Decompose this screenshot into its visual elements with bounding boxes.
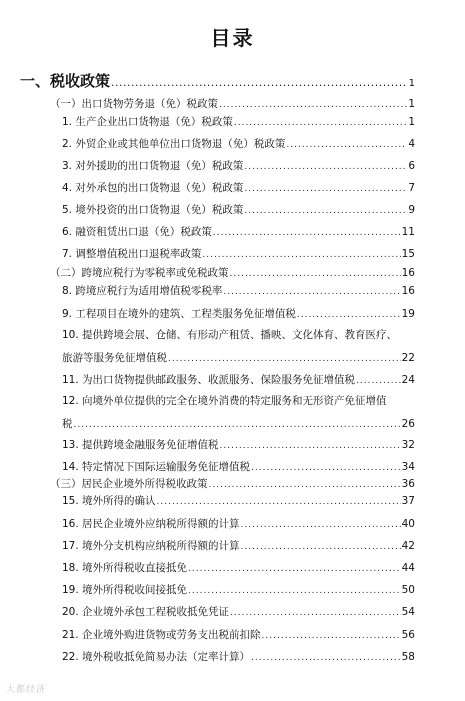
toc-entry-item-16[interactable]: [62, 516, 415, 531]
toc-entry-item-10[interactable]: [62, 350, 415, 365]
leader-dots: [209, 480, 401, 490]
toc-entry-item-8[interactable]: [62, 283, 415, 298]
toc-page-number: 4: [408, 138, 415, 150]
leader-dots: [111, 76, 408, 89]
toc-page-number: 22: [401, 352, 415, 364]
toc-page-number: 40: [401, 518, 415, 530]
toc-entry-item-6[interactable]: [62, 224, 415, 239]
toc-entry-item-22[interactable]: [62, 649, 415, 664]
toc-page-number: 16: [401, 285, 415, 297]
toc-page-number: 9: [408, 204, 415, 216]
toc-page-number: 1: [408, 98, 415, 110]
toc-entry-item-9[interactable]: [62, 306, 415, 321]
toc-entry-text: 5. 境外投资的出口货物退（免）税政策: [62, 204, 244, 216]
toc-entry-item-20[interactable]: [62, 604, 415, 619]
toc-entry-item-12-first-line[interactable]: 12. 向境外单位提供的完全在境外消费的特定服务和无形资产免征增值: [62, 395, 387, 407]
toc-entry-text: 9. 工程项目在境外的建筑、工程类服务免征增值税: [62, 308, 296, 320]
toc-entry-text: 19. 境外所得税收间接抵免: [62, 584, 188, 596]
toc-entry-text: 16. 居民企业境外应纳税所得额的计算: [62, 518, 240, 530]
toc-page-number: 11: [401, 226, 415, 238]
leader-dots: [241, 520, 401, 530]
toc-page-number: 24: [401, 374, 415, 386]
leader-dots: [74, 420, 401, 430]
toc-page-number: 54: [401, 606, 415, 618]
leader-dots: [241, 542, 401, 552]
toc-entry-item-4[interactable]: [62, 180, 415, 195]
toc-entry-item-15[interactable]: [62, 493, 415, 508]
toc-page-number: 1: [408, 116, 415, 128]
leader-dots: [213, 228, 401, 238]
leader-dots: [220, 441, 401, 451]
toc-entry-text: 2. 外贸企业或其他单位出口货物退（免）税政策: [62, 138, 286, 150]
leader-dots: [251, 463, 401, 473]
toc-entry-subsection-3[interactable]: [50, 476, 415, 491]
toc-entry-item-3[interactable]: [62, 158, 415, 173]
toc-entry-text: 7. 调整增值税出口退税率政策: [62, 248, 202, 260]
toc-entry-item-19[interactable]: [62, 582, 415, 597]
toc-entry-text: 6. 融资租赁出口退（免）税政策: [62, 226, 212, 238]
toc-entry-item-14[interactable]: [62, 459, 415, 474]
leader-dots: [168, 354, 401, 364]
leader-dots: [188, 586, 401, 596]
leader-dots: [297, 310, 401, 320]
toc-entry-text: 一、税收政策: [20, 72, 111, 90]
toc-page-number: 44: [401, 562, 415, 574]
toc-entry-item-10-first-line[interactable]: 10. 提供跨境会展、仓储、有形动产租赁、播映、文化体育、教育医疗、: [62, 329, 398, 341]
toc-page-number: 6: [408, 160, 415, 172]
toc-entry-text: 18. 境外所得税收直接抵免: [62, 562, 188, 574]
leader-dots: [223, 287, 400, 297]
toc-page-number: 7: [408, 182, 415, 194]
toc-entry-subsection-1[interactable]: [50, 96, 415, 111]
toc-entry-text: 旅游等服务免征增值税: [62, 352, 167, 364]
leader-dots: [244, 206, 407, 216]
toc-entry-item-17[interactable]: [62, 538, 415, 553]
toc-entry-text: （三）居民企业境外所得税收政策: [50, 478, 208, 490]
toc-entry-text: 4. 对外承包的出口货物退（免）税政策: [62, 182, 244, 194]
toc-page-number: 26: [401, 418, 415, 430]
toc-entry-item-21[interactable]: [62, 627, 415, 642]
toc-page-number: 36: [401, 478, 415, 490]
toc-entry-item-5[interactable]: [62, 202, 415, 217]
leader-dots: [262, 631, 401, 641]
toc-page-number: 56: [401, 629, 415, 641]
toc-entry-item-18[interactable]: [62, 560, 415, 575]
leader-dots: [356, 376, 401, 386]
toc-page-number: 58: [401, 651, 415, 663]
toc-entry-section-1[interactable]: [20, 70, 415, 91]
toc-entry-text: 20. 企业境外承包工程税收抵免凭证: [62, 606, 230, 618]
toc-entry-item-1[interactable]: [62, 114, 415, 129]
leader-dots: [244, 162, 407, 172]
toc-entry-text: 1. 生产企业出口货物退（免）税政策: [62, 116, 233, 128]
leader-dots: [230, 608, 401, 618]
toc-entry-text: 21. 企业境外购进货物或劳务支出税前扣除: [62, 629, 261, 641]
toc-entry-item-11[interactable]: [62, 372, 415, 387]
leader-dots: [202, 250, 400, 260]
toc-page-number: 50: [401, 584, 415, 596]
toc-entry-item-13[interactable]: [62, 437, 415, 452]
watermark: 大都经济: [6, 685, 47, 695]
leader-dots: [219, 100, 407, 110]
toc-entry-text: 13. 提供跨境金融服务免征增值税: [62, 439, 219, 451]
leader-dots: [251, 653, 401, 663]
toc-entry-text: 3. 对外援助的出口货物退（免）税政策: [62, 160, 244, 172]
toc-entry-text: （一）出口货物劳务退（免）税政策: [50, 98, 218, 110]
toc-entry-text: 税: [62, 418, 73, 430]
toc-page-number: 42: [401, 540, 415, 552]
toc-entry-text: 17. 境外分支机构应纳税所得额的计算: [62, 540, 240, 552]
toc-entry-text: 8. 跨境应税行为适用增值税零税率: [62, 285, 223, 297]
toc-page-number: 37: [401, 495, 415, 507]
leader-dots: [230, 269, 401, 279]
toc-page-number: 15: [401, 248, 415, 260]
toc-page-number: 19: [401, 308, 415, 320]
leader-dots: [286, 140, 407, 150]
toc-entry-text: 14. 特定情况下国际运输服务免征增值税: [62, 461, 251, 473]
toc-page-number: 16: [401, 267, 415, 279]
toc-entry-item-12[interactable]: [62, 416, 415, 431]
toc-entry-item-2[interactable]: [62, 136, 415, 151]
toc-entry-item-7[interactable]: [62, 246, 415, 261]
toc-entry-text: 15. 境外所得的确认: [62, 495, 156, 507]
toc-page-number: 32: [401, 439, 415, 451]
toc-entry-text: 11. 为出口货物提供邮政服务、收派服务、保险服务免征增值税: [62, 374, 356, 386]
toc-page-number: 34: [401, 461, 415, 473]
page-title: 目录: [210, 26, 255, 50]
leader-dots: [188, 564, 401, 574]
toc-entry-text: （二）跨境应税行为零税率或免税政策: [50, 267, 229, 279]
toc-entry-text: 22. 境外税收抵免简易办法（定率计算）: [62, 651, 251, 663]
leader-dots: [244, 184, 407, 194]
toc-entry-subsection-2[interactable]: [50, 265, 415, 280]
leader-dots: [157, 497, 401, 507]
leader-dots: [234, 118, 407, 128]
toc-page-number: 1: [408, 78, 415, 89]
